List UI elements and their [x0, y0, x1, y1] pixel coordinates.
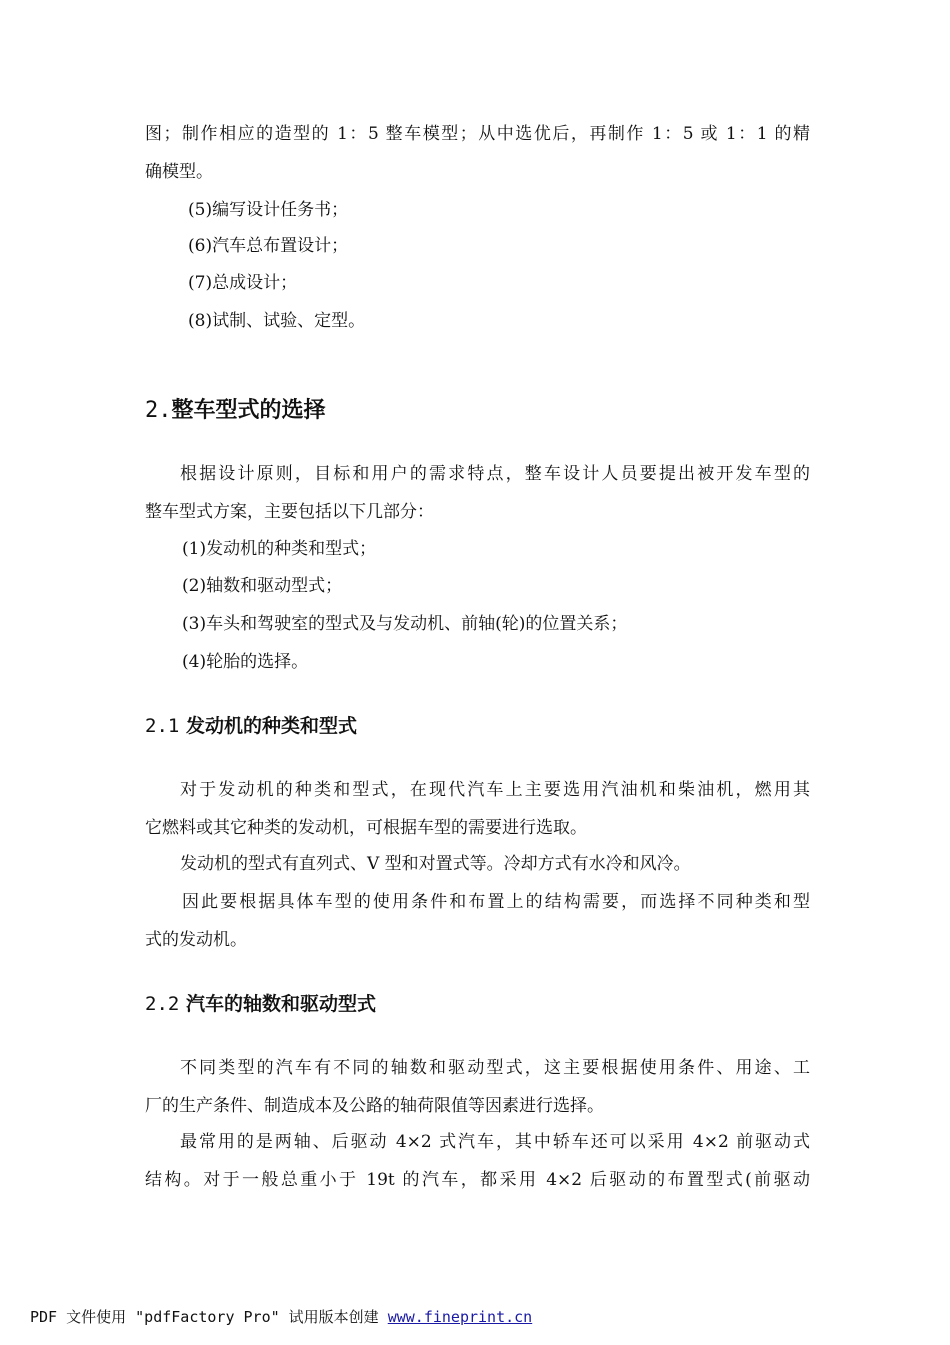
body-line: 最常用的是两轴、后驱动 4×2 式汽车，其中轿车还可以采用 4×2 前驱动式: [180, 1132, 810, 1152]
subsection-heading: [145, 991, 376, 1017]
subsection-title: 汽车的轴数和驱动型式: [185, 993, 376, 1015]
subsection-number: 2.2: [145, 993, 180, 1015]
footer-text: PDF 文件使用 "pdfFactory Pro" 试用版本创建: [30, 1308, 388, 1326]
subsection-title: 发动机的种类和型式: [185, 715, 357, 737]
footer-link[interactable]: www.fineprint.cn: [387, 1308, 533, 1326]
body-line: 不同类型的汽车有不同的轴数和驱动型式，这主要根据使用条件、用途、工: [180, 1058, 810, 1078]
section-number: 2.: [145, 398, 172, 423]
list-item: (7)总成设计；: [188, 273, 298, 293]
list-item: (3)车头和驾驶室的型式及与发动机、前轴(轮)的位置关系；: [182, 614, 628, 634]
body-line: 图；制作相应的造型的 1：5 整车模型；从中选优后，再制作 1：5 或 1：1 的精: [145, 124, 810, 144]
section-heading: [145, 396, 326, 426]
body-line: 厂的生产条件、制造成本及公路的轴荷限值等因素进行选择。: [145, 1096, 604, 1116]
list-item: (5)编写设计任务书；: [188, 200, 349, 220]
body-line: 整车型式方案，主要包括以下几部分：: [145, 502, 434, 522]
body-line: 根据设计原则，目标和用户的需求特点，整车设计人员要提出被开发车型的: [180, 464, 810, 484]
list-item: (4)轮胎的选择。: [182, 652, 309, 672]
body-line: 它燃料或其它种类的发动机，可根据车型的需要进行选取。: [145, 818, 587, 838]
list-item: (6)汽车总布置设计；: [188, 236, 349, 256]
body-line: 对于发动机的种类和型式，在现代汽车上主要选用汽油机和柴油机，燃用其: [180, 780, 810, 800]
list-item: (8)试制、试验、定型。: [188, 311, 366, 331]
pdf-footer: [30, 1306, 532, 1328]
body-line: 结构。对于一般总重小于 19t 的汽车，都采用 4×2 后驱动的布置型式(前驱动: [145, 1170, 810, 1190]
list-item: (1)发动机的种类和型式；: [182, 539, 377, 559]
body-line: 发动机的型式有直列式、V 型和对置式等。冷却方式有水冷和风冷。: [180, 854, 691, 874]
section-title: 整车型式的选择: [171, 398, 326, 423]
body-line: 因此要根据具体车型的使用条件和布置上的结构需要，而选择不同种类和型: [182, 892, 810, 912]
subsection-heading: [145, 713, 357, 739]
subsection-number: 2.1: [145, 715, 180, 737]
list-item: (2)轴数和驱动型式；: [182, 576, 343, 596]
body-line: 式的发动机。: [145, 930, 247, 950]
body-line: 确模型。: [145, 162, 213, 182]
